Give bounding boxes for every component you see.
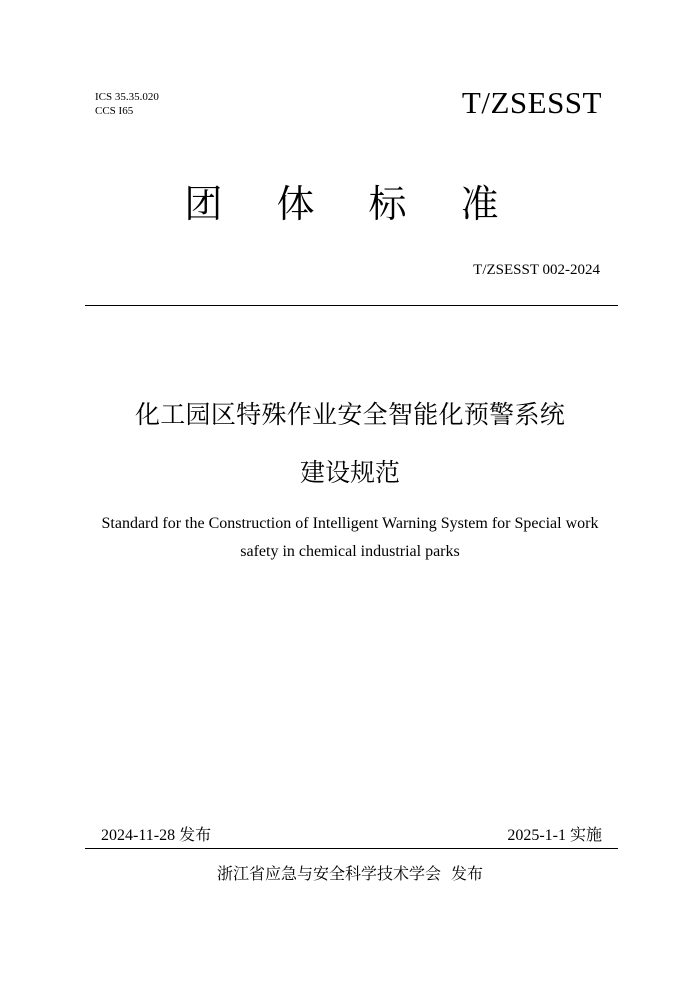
standard-type-heading: 团 体 标 准	[184, 182, 520, 226]
ics-code: ICS 35.35.020	[95, 91, 159, 103]
classification-codes	[95, 90, 159, 118]
title-chinese-line-1: 化工园区特殊作业安全智能化预警系统	[134, 400, 566, 429]
top-divider	[85, 305, 618, 306]
organization-code: T/ZSESST	[461, 85, 602, 120]
publish-action: 发布	[451, 866, 484, 883]
title-chinese-line-2: 建设规范	[299, 458, 400, 487]
title-english-line-1: Standard for the Construction of Intelligent Warning System for Special work	[101, 515, 599, 532]
title-english-line-2: safety in chemical industrial parks	[240, 543, 460, 560]
ccs-code: CCS I65	[95, 105, 134, 117]
standard-number: T/ZSESST 002-2024	[473, 262, 600, 278]
bottom-divider	[85, 848, 618, 849]
issue-date: 2024-11-28 发布	[101, 827, 212, 844]
publisher-name: 浙江省应急与安全科学技术学会	[216, 866, 441, 883]
implementation-date: 2025-1-1 实施	[507, 827, 602, 844]
